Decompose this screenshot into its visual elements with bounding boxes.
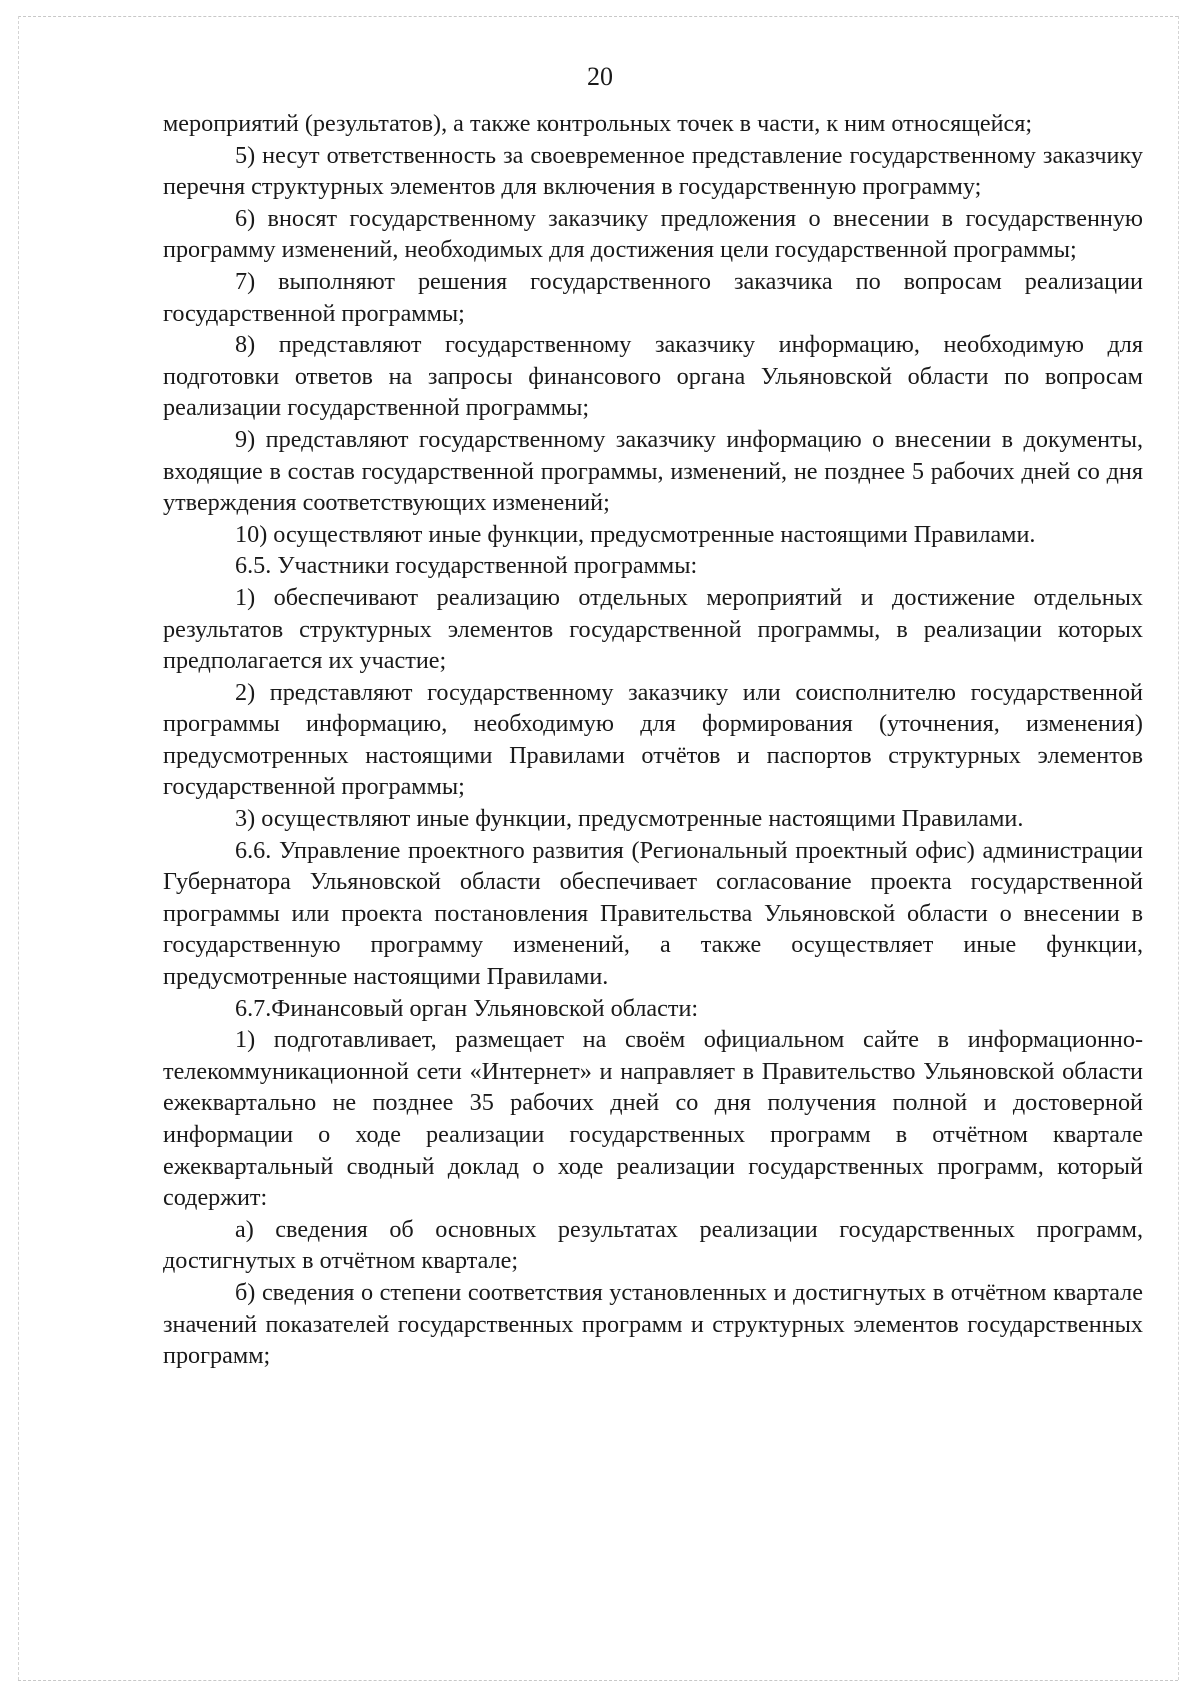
paragraph: 6.7.Финансовый орган Ульяновской области: bbox=[235, 994, 699, 1022]
paragraph: 7) выполняют решения государственного заказчика по вопросам реализации государственной программы; bbox=[163, 267, 1143, 327]
paragraph: 2) представляют государственному заказчику или соисполнителю государственной программы информацию, необходимую для формирования (уточнения, изменения) предусмотренных настоящими Правилами отчётов и паспортов структурных элементов государственной программы; bbox=[163, 678, 1143, 801]
scan-edge-right bbox=[1178, 16, 1179, 1680]
paragraph: 3) осуществляют иные функции, предусмотренные настоящими Правилами. bbox=[235, 805, 1024, 833]
paragraph: 6.5. Участники государственной программы: bbox=[235, 552, 698, 580]
paragraph: 1) обеспечивают реализацию отдельных мероприятий и достижение отдельных результатов структурных элементов государственной программы, в реализации которых предполагается их участие; bbox=[163, 583, 1143, 675]
paragraph: 10) осуществляют иные функции, предусмотренные настоящими Правилами. bbox=[235, 520, 1036, 548]
paragraph: б) сведения о степени соответствия установленных и достигнутых в отчётном квартале значений показателей государственных программ и структурных элементов государственных программ; bbox=[163, 1278, 1143, 1370]
paragraph: 6.6. Управление проектного развития (Региональный проектный офис) администрации Губернатора Ульяновской области обеспечивает согласование проекта государственной программы или проекта постановления Правительства Ульяновской области о внесении в государственную программу изменений, а также осуществляет иные функции, предусмотренные настоящими Правилами. bbox=[163, 836, 1143, 991]
paragraph: 1) подготавливает, размещает на своём официальном сайте в информационно-телекоммуникационной сети «Интернет» и направляет в Правительство Ульяновской области ежеквартально не позднее 35 рабочих дней со дня получения полной и достоверной информации о ходе реализации государственных программ в отчётном квартале ежеквартальный сводный доклад о ходе реализации государственных программ, который содержит: bbox=[163, 1026, 1143, 1212]
scan-edge-left bbox=[18, 16, 19, 1680]
paragraph: мероприятий (результатов), а также контрольных точек в части, к ним относящейся; bbox=[163, 110, 1033, 137]
paragraph: 6) вносят государственному заказчику предложения о внесении в государственную программу изменений, необходимых для достижения цели государственной программы; bbox=[163, 204, 1143, 264]
paragraph: а) сведения об основных результатах реализации государственных программ, достигнутых в отчётном квартале; bbox=[163, 1215, 1143, 1275]
paragraph: 9) представляют государственному заказчику информацию о внесении в документы, входящие в состав государственной программы, изменений, не позднее 5 рабочих дней со дня утверждения соответствующих изменений; bbox=[163, 425, 1143, 517]
scan-edge-top bbox=[18, 16, 1178, 17]
paragraph: 8) представляют государственному заказчику информацию, необходимую для подготовки ответов на запросы финансового органа Ульяновской области по вопросам реализации государственной программы; bbox=[163, 331, 1143, 422]
document-body bbox=[163, 108, 1143, 1372]
paragraph: 5) несут ответственность за своевременное представление государственному заказчику перечня структурных элементов для включения в государственную программу; bbox=[163, 141, 1143, 201]
scan-edge-bottom bbox=[18, 1680, 1178, 1681]
page-number: 20 bbox=[587, 62, 613, 91]
